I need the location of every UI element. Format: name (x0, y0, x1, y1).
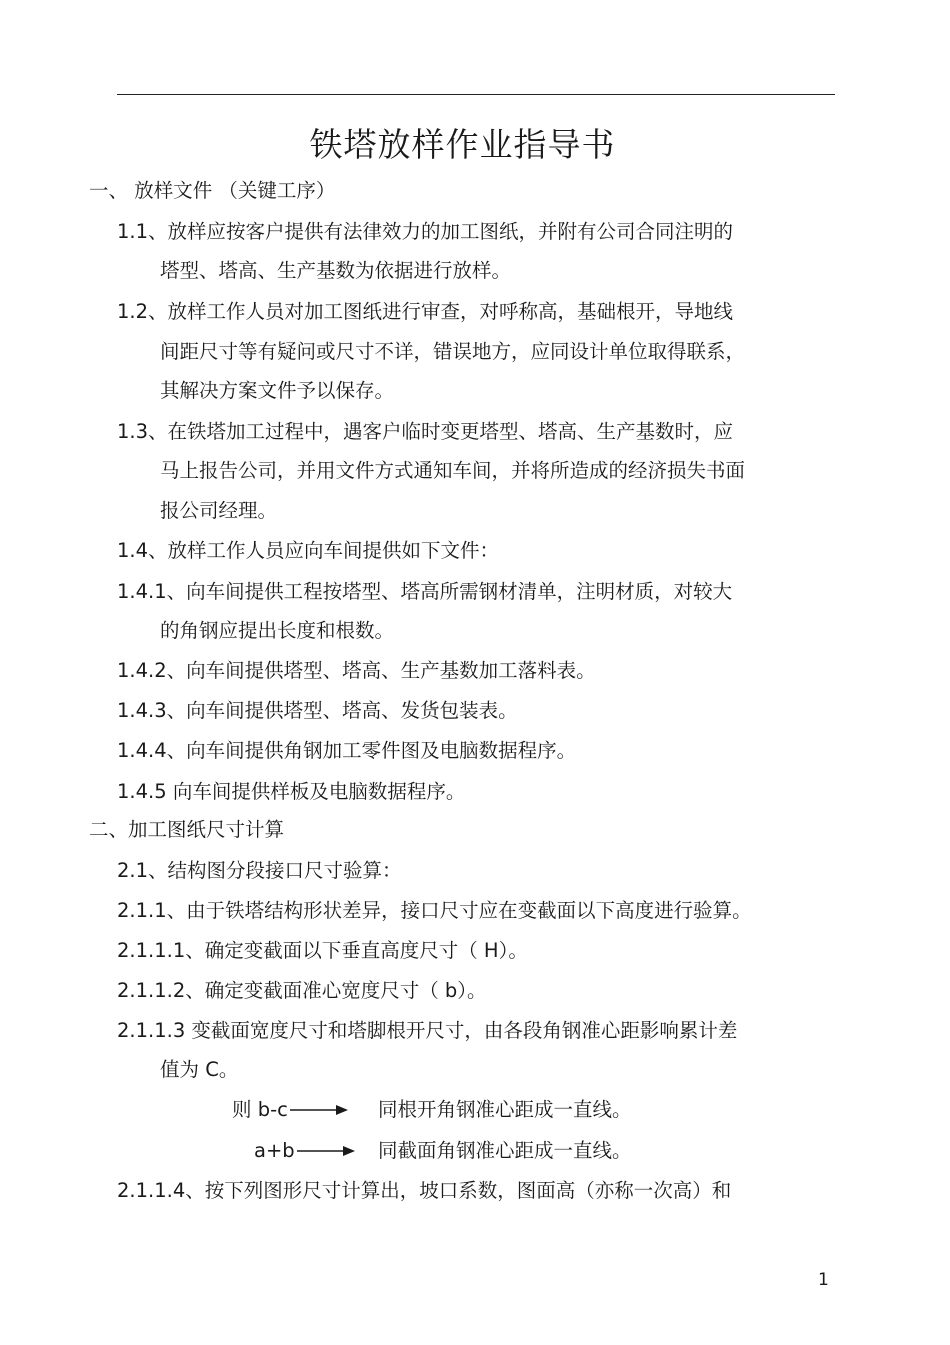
paragraph-line: 塔型、塔高、生产基数为依据进行放样。 (160, 259, 512, 282)
paragraph-line: 1.4.2、向车间提供塔型、塔高、生产基数加工落料表。 (117, 659, 596, 682)
paragraph-line: 1.4、放样工作人员应向车间提供如下文件： (117, 539, 500, 562)
paragraph-line: 2.1.1.2、确定变截面准心宽度尺寸（ b）。 (117, 979, 487, 1002)
paragraph-line: 2.1、结构图分段接口尺寸验算： (117, 859, 402, 882)
paragraph-line: 1.4.5 向车间提供样板及电脑数据程序。 (117, 780, 466, 803)
paragraph-line: 报公司经理。 (160, 499, 278, 522)
paragraph-line: 2.1.1.1、确定变截面以下垂直高度尺寸（ H）。 (117, 939, 528, 962)
arrow-right-icon (290, 1103, 348, 1117)
paragraph-line: 间距尺寸等有疑问或尺寸不详，错误地方，应同设计单位取得联系， (160, 340, 746, 363)
page-number: 1 (818, 1270, 829, 1290)
paragraph-line: 1.2、放样工作人员对加工图纸进行审查，对呼称高，基础根开，导地线 (117, 300, 734, 323)
formula-left: a+b (254, 1139, 295, 1162)
paragraph-line: 2.1.1.4、按下列图形尺寸计算出，坡口系数，图面高（亦称一次高）和 (117, 1179, 732, 1202)
header-rule (117, 94, 835, 95)
section-heading-2: 二、加工图纸尺寸计算 (89, 818, 285, 841)
paragraph-line: 1.3、在铁塔加工过程中，遇客户临时变更塔型、塔高、生产基数时，应 (117, 420, 734, 443)
formula-row (232, 1097, 348, 1123)
paragraph-line: 1.4.4、向车间提供角钢加工零件图及电脑数据程序。 (117, 739, 577, 762)
formula-row (254, 1138, 355, 1164)
formula-right: 同根开角钢准心距成一直线。 (378, 1098, 632, 1121)
arrow-right-icon (297, 1144, 355, 1158)
paragraph-line: 2.1.1.3 变截面宽度尺寸和塔脚根开尺寸，由各段角钢准心距影响累计差 (117, 1019, 738, 1042)
section-heading-1: 一、 放样文件 （关键工序） (89, 179, 336, 202)
paragraph-line: 其解决方案文件予以保存。 (160, 379, 395, 402)
paragraph-line: 1.4.3、向车间提供塔型、塔高、发货包装表。 (117, 699, 518, 722)
paragraph-line: 值为 C。 (160, 1058, 239, 1081)
formula-right: 同截面角钢准心距成一直线。 (378, 1139, 632, 1162)
formula-left: 则 b-c (232, 1098, 288, 1121)
paragraph-line: 马上报告公司，并用文件方式通知车间，并将所造成的经济损失书面 (160, 459, 746, 482)
paragraph-line: 1.1、放样应按客户提供有法律效力的加工图纸，并附有公司合同注明的 (117, 220, 734, 243)
page-title: 铁塔放样作业指导书 (309, 125, 616, 164)
paragraph-line: 2.1.1、由于铁塔结构形状差异，接口尺寸应在变截面以下高度进行验算。 (117, 899, 752, 922)
paragraph-line: 1.4.1、向车间提供工程按塔型、塔高所需钢材清单，注明材质，对较大 (117, 580, 733, 603)
paragraph-line: 的角钢应提出长度和根数。 (160, 619, 395, 642)
